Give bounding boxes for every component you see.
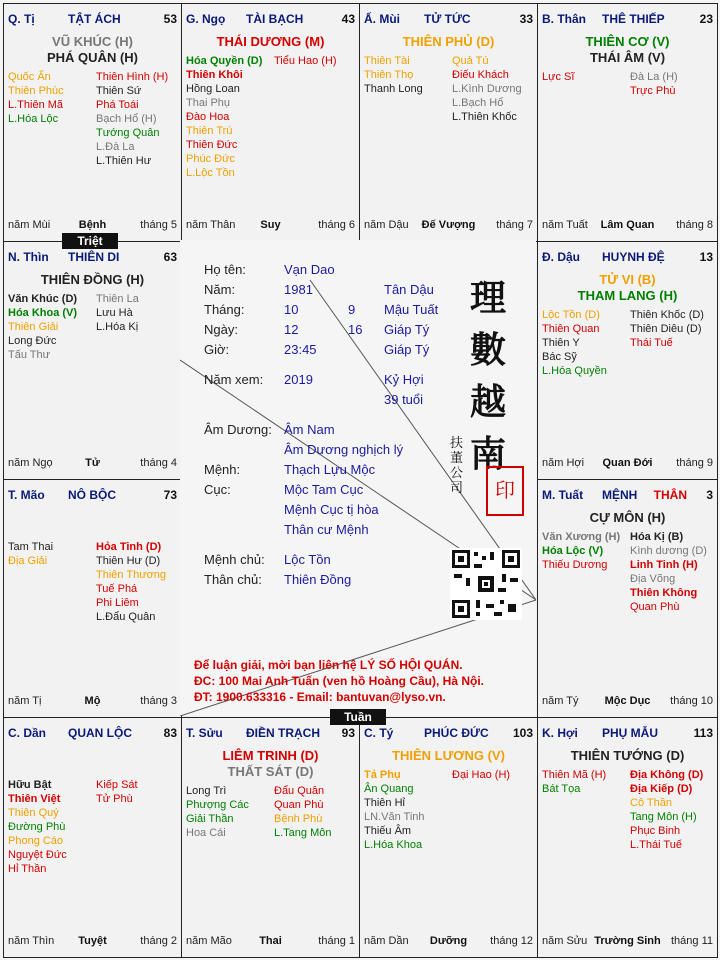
palace-age: 13 xyxy=(699,250,713,264)
star-item: Thiên Mã (H) xyxy=(542,769,607,781)
star-item: Phục Binh xyxy=(630,825,681,837)
footer-year: năm Dần xyxy=(364,935,409,947)
palace-branch: K. Hợi xyxy=(542,726,578,740)
star-item: Tử Phù xyxy=(96,793,133,805)
palace-header xyxy=(364,726,533,742)
palace-header xyxy=(542,488,713,504)
left-stars xyxy=(364,768,425,852)
calligraphy-char-2: 數 xyxy=(470,329,507,371)
right-stars xyxy=(96,778,138,806)
day-value: 12 xyxy=(284,322,299,337)
star-item: Thiên Sứ xyxy=(96,85,142,97)
footer-year: năm Thân xyxy=(186,219,236,231)
palace-footer xyxy=(8,457,177,471)
calligraphy-char-3: 越 xyxy=(470,381,507,423)
footer-year: năm Mão xyxy=(186,935,232,947)
palace-age: 113 xyxy=(693,726,713,740)
menh-label: Mệnh: xyxy=(204,462,241,477)
palace-age: 43 xyxy=(341,12,355,26)
palace-header xyxy=(364,12,533,28)
left-stars xyxy=(364,54,423,96)
palace-name: MỆNH xyxy=(602,488,638,502)
palace-header xyxy=(186,12,355,28)
palace-name: PHÚC ĐỨC xyxy=(424,726,489,740)
left-stars xyxy=(8,292,77,362)
hour-value: 23:45 xyxy=(284,342,317,357)
left-stars xyxy=(542,768,606,796)
star-item: Bát Tọa xyxy=(542,783,581,795)
palace-dau[interactable] xyxy=(537,241,718,480)
palace-hoi[interactable] xyxy=(537,717,718,958)
star-item: Thiên Tài xyxy=(364,55,410,67)
palace-name: THÊ THIẾP xyxy=(602,12,665,26)
star-item: Thiên Hỉ xyxy=(364,797,405,809)
palace-header xyxy=(186,726,355,742)
palace-branch: T. Mão xyxy=(8,488,45,502)
star-item: Ân Quang xyxy=(364,783,414,795)
footer-stage: Đế Vượng xyxy=(421,219,476,231)
star-item: Trực Phù xyxy=(630,85,676,97)
palace-thin[interactable] xyxy=(3,241,182,480)
palace-name: TỬ TỨC xyxy=(424,12,471,26)
name-value: Vạn Dao xyxy=(284,262,335,277)
star-item: L.Bạch Hổ xyxy=(452,97,504,109)
month-lunar: 9 xyxy=(348,302,356,317)
star-item: Điếu Khách xyxy=(452,69,509,81)
right-stars xyxy=(96,70,168,168)
amduong-note: Âm Dương nghịch lý xyxy=(284,442,404,457)
palace-header xyxy=(8,726,177,742)
star-item: Hóa Kị (B) xyxy=(630,531,684,543)
footer-stage: Quan Đới xyxy=(602,457,653,469)
footer-month: tháng 3 xyxy=(140,695,177,707)
star-item: Hỉ Thần xyxy=(8,863,47,875)
than-position: Thân cư Mệnh xyxy=(284,522,369,537)
palace-header xyxy=(8,12,177,28)
amduong-value: Âm Nam xyxy=(284,422,335,437)
star-item: Thanh Long xyxy=(364,83,423,95)
palace-name: NÔ BỘC xyxy=(68,488,116,502)
month-label: Tháng: xyxy=(204,302,245,317)
cuc-relation: Mệnh Cục tị hòa xyxy=(284,502,379,517)
day-lunar: 16 xyxy=(348,322,363,337)
left-stars xyxy=(542,308,607,378)
star-item: Hóa Quyền (D) xyxy=(186,55,263,67)
thanchu-value: Thiên Đồng xyxy=(284,572,352,587)
star-item: Thiếu Dương xyxy=(542,559,608,571)
right-stars xyxy=(630,308,704,350)
star-item: Văn Xương (H) xyxy=(542,531,621,543)
star-item: Thiên Việt xyxy=(8,793,61,805)
palace-footer xyxy=(8,935,177,949)
star-item: Tang Môn (H) xyxy=(630,811,697,823)
contact-line-1: Để luận giải, mời bạn liên hệ LÝ SỐ HỘI QUÁN. xyxy=(194,658,463,672)
palace-footer xyxy=(8,219,177,233)
palace-name: THIÊN DI xyxy=(68,250,120,264)
star-item: Địa Võng xyxy=(630,573,676,585)
star-item: Hữu Bật xyxy=(8,779,52,791)
star-item: Đẩu Quân xyxy=(274,785,325,797)
star-item: Phượng Các xyxy=(186,799,249,811)
year-label: Năm: xyxy=(204,282,236,297)
star-item: L.Kình Dương xyxy=(452,83,522,95)
star-item: L.Thái Tuế xyxy=(630,839,682,851)
star-item: Thiên La xyxy=(96,293,139,305)
palace-age: 103 xyxy=(512,726,533,740)
palace-branch: Đ. Dậu xyxy=(542,250,581,264)
star-item: Bạch Hổ (H) xyxy=(96,113,157,125)
star-item: Hỏa Tinh (D) xyxy=(96,541,162,553)
star-item: Long Đức xyxy=(8,335,57,347)
footer-stage: Thai xyxy=(259,935,282,947)
star-item: L.Hóa Khoa xyxy=(364,839,423,851)
footer-stage: Lâm Quan xyxy=(600,219,655,231)
main-star: THIÊN ĐỒNG (H) xyxy=(40,272,145,287)
palace-ngo[interactable] xyxy=(181,3,360,242)
footer-year: năm Tuất xyxy=(542,219,588,231)
star-item: Nguyệt Đức xyxy=(8,849,67,861)
view-year-can: Kỷ Hợi xyxy=(384,372,424,387)
footer-month: tháng 5 xyxy=(140,219,177,231)
palace-name: TÀI BẠCH xyxy=(246,12,304,26)
star-item: L.Lộc Tồn xyxy=(186,167,235,179)
view-year-label: Năm xem: xyxy=(204,372,264,387)
star-item: Long Trì xyxy=(186,785,227,797)
thanchu-label: Thân chủ: xyxy=(204,572,262,587)
palace-footer xyxy=(186,219,355,233)
star-item: Thiên Quý xyxy=(8,807,59,819)
star-item: Đào Hoa xyxy=(186,111,230,123)
palace-age: 23 xyxy=(699,12,713,26)
star-item: Tả Phụ xyxy=(364,769,401,781)
name-label: Họ tên: xyxy=(204,262,246,277)
palace-dan[interactable] xyxy=(3,717,182,958)
star-item: L.Thiên Hư xyxy=(96,155,152,167)
star-item: Thiên Khốc (D) xyxy=(630,309,704,321)
palace-footer xyxy=(542,457,713,471)
star-item: Địa Kiếp (D) xyxy=(630,783,693,795)
star-item: Thiên Khôi xyxy=(186,69,243,81)
year-can: Tân Dậu xyxy=(384,282,434,297)
palace-branch: C. Tý xyxy=(364,726,394,740)
star-item: Quả Tú xyxy=(452,55,489,67)
palace-header xyxy=(542,726,713,742)
star-item: Lưu Hà xyxy=(96,307,133,319)
left-stars xyxy=(8,778,67,876)
star-item: Quốc Ấn xyxy=(8,71,51,83)
footer-month: tháng 1 xyxy=(318,935,355,947)
footer-stage: Mộ xyxy=(84,695,101,707)
star-item: Tam Thai xyxy=(8,541,54,553)
palace-branch: Q. Tị xyxy=(8,12,35,26)
palace-branch: G. Ngọ xyxy=(186,12,226,26)
month-can: Mậu Tuất xyxy=(384,302,439,317)
main-star: THIÊN TƯỚNG (D) xyxy=(570,748,685,763)
star-item: Thiên Quan xyxy=(542,323,600,335)
palace-footer xyxy=(8,695,177,709)
center-info-panel xyxy=(180,240,536,716)
palace-suu[interactable] xyxy=(181,717,360,958)
footer-year: năm Hợi xyxy=(542,457,585,469)
palace-footer xyxy=(186,935,355,949)
right-stars xyxy=(274,784,331,840)
star-item: L.Hóa Kị xyxy=(96,321,139,333)
star-item: Hóa Khoa (V) xyxy=(8,307,78,319)
star-item: Quan Phù xyxy=(630,601,680,613)
footer-stage: Dưỡng xyxy=(429,935,468,947)
palace-name: ĐIỀN TRẠCH xyxy=(246,726,320,740)
star-item: Thai Phụ xyxy=(186,97,231,109)
star-item: Phúc Đức xyxy=(186,153,235,165)
hour-label: Giờ: xyxy=(204,342,230,357)
palace-header xyxy=(542,250,713,266)
palace-footer xyxy=(542,695,713,709)
footer-stage: Bệnh xyxy=(78,219,107,231)
left-stars xyxy=(8,70,64,126)
palace-header xyxy=(542,12,713,28)
left-stars xyxy=(542,70,574,84)
star-item: Địa Không (D) xyxy=(630,769,704,781)
star-item: L.Hóa Quyền xyxy=(542,365,607,377)
footer-month: tháng 2 xyxy=(140,935,177,947)
right-stars xyxy=(96,292,139,334)
star-item: Giải Thần xyxy=(186,813,234,825)
star-item: Tiểu Hao (H) xyxy=(274,55,337,67)
footer-year: năm Tý xyxy=(542,695,579,707)
star-item: L.Đẩu Quân xyxy=(96,611,156,623)
palace-branch: B. Thân xyxy=(542,12,586,26)
main-star: THÁI DƯƠNG (M) xyxy=(216,34,325,49)
star-item: L.Đà La xyxy=(96,141,135,153)
palace-age: 53 xyxy=(163,12,177,26)
footer-month: tháng 9 xyxy=(676,457,713,469)
star-item: L.Hóa Lộc xyxy=(8,113,59,125)
palace-branch: Ấ. Mùi xyxy=(364,12,400,26)
star-item: Thiên Diêu (D) xyxy=(630,323,702,335)
left-stars xyxy=(186,54,262,180)
calligraphy-char-4: 南 xyxy=(470,433,507,475)
star-item: LN.Văn Tinh xyxy=(364,811,425,823)
star-item: L.Thiên Khốc xyxy=(452,111,517,123)
main-star: VŨ KHÚC (H) xyxy=(52,34,133,49)
palace-name: TẬT ÁCH xyxy=(68,12,121,26)
menh-value: Thạch Lựu Mộc xyxy=(284,462,376,477)
star-item: Văn Khúc (D) xyxy=(8,293,78,305)
star-item: Thiếu Âm xyxy=(364,825,412,837)
footer-stage: Mộc Dục xyxy=(604,695,651,707)
right-stars xyxy=(274,54,337,68)
star-item: Thiên Y xyxy=(542,337,580,349)
star-item: Tấu Thư xyxy=(8,349,51,361)
star-item: Phong Cáo xyxy=(8,835,64,847)
star-item: Phi Liêm xyxy=(96,597,139,609)
star-item: Kình dương (D) xyxy=(630,545,707,557)
footer-year: năm Mùi xyxy=(8,219,51,231)
footer-stage: Tử xyxy=(85,457,100,469)
main-star: PHÁ QUÂN (H) xyxy=(47,50,138,65)
star-item: Đường Phù xyxy=(8,821,66,833)
left-stars xyxy=(186,784,249,840)
star-item: Bệnh Phù xyxy=(274,813,323,825)
star-item: Lộc Tồn (D) xyxy=(542,309,600,321)
palace-age: 63 xyxy=(163,250,177,264)
footer-year: năm Sửu xyxy=(542,935,588,947)
contact-line-2: ĐC: 100 Mai Anh Tuấn (ven hồ Hoàng Cầu), Hà Nội. xyxy=(194,674,485,688)
star-item: Thiên Thọ xyxy=(364,69,414,81)
footer-month: tháng 8 xyxy=(676,219,713,231)
palace-branch: N. Thìn xyxy=(8,250,49,264)
star-item: Kiếp Sát xyxy=(96,779,138,791)
age-value: 39 tuổi xyxy=(384,392,424,407)
palace-branch: C. Dần xyxy=(8,726,47,740)
star-item: Lực Sĩ xyxy=(542,71,575,83)
calligraphy-char-1: 理 xyxy=(470,277,507,319)
tuan-marker: Tuần xyxy=(330,709,386,725)
palace-ty[interactable] xyxy=(359,717,538,958)
triet-marker: Triệt xyxy=(62,233,118,249)
view-year-value: 2019 xyxy=(284,372,313,387)
palace-age: 3 xyxy=(706,488,713,502)
star-item: Thiên Hư (D) xyxy=(96,555,161,567)
star-item: Hóa Lộc (V) xyxy=(542,545,604,557)
star-item: Thiên Thương xyxy=(96,569,167,581)
star-item: Tướng Quân xyxy=(96,127,160,139)
palace-age: 73 xyxy=(163,488,177,502)
main-star: THAM LANG (H) xyxy=(577,288,678,303)
qr-code-icon[interactable] xyxy=(450,548,522,620)
footer-month: tháng 10 xyxy=(670,695,713,707)
star-item: Địa Giải xyxy=(8,555,48,567)
right-stars xyxy=(452,768,510,782)
footer-year: năm Tị xyxy=(8,695,42,707)
footer-stage: Suy xyxy=(260,219,281,231)
palace-footer xyxy=(364,219,533,233)
star-item: Thiên Phúc xyxy=(8,85,64,97)
footer-stage: Tuyệt xyxy=(78,935,107,947)
footer-month: tháng 7 xyxy=(496,219,533,231)
star-item: Bác Sỹ xyxy=(542,351,577,363)
red-seal-stamp: 印 xyxy=(486,466,524,516)
star-item: Thiên Giải xyxy=(8,321,59,333)
star-item: L.Tang Môn xyxy=(274,827,332,839)
palace-mui[interactable] xyxy=(359,3,538,242)
palace-age: 33 xyxy=(519,12,533,26)
palace-header xyxy=(8,488,177,504)
year-value: 1981 xyxy=(284,282,313,297)
star-item: Thiên Đức xyxy=(186,139,238,151)
contact-line-3: ĐT: 1900.633316 - Email: bantuvan@lyso.vn. xyxy=(194,690,446,704)
calligraphy-side-text: 扶董公司 xyxy=(450,436,464,496)
footer-month: tháng 12 xyxy=(490,935,533,947)
footer-year: năm Thìn xyxy=(8,935,55,947)
main-star: THIÊN LƯƠNG (V) xyxy=(392,748,505,763)
palace-footer xyxy=(364,935,533,949)
footer-month: tháng 11 xyxy=(670,935,713,947)
palace-than[interactable] xyxy=(537,3,718,242)
palace-branch: M. Tuất xyxy=(542,488,584,502)
star-item: Phá Toái xyxy=(96,99,139,111)
palace-name: HUYNH ĐỆ xyxy=(602,250,665,264)
right-stars xyxy=(630,530,707,614)
main-star: THẤT SÁT (D) xyxy=(227,764,314,779)
right-stars xyxy=(630,768,703,852)
palace-footer xyxy=(542,935,713,949)
star-item: Hồng Loan xyxy=(186,83,240,95)
palace-branch: T. Sửu xyxy=(186,726,223,740)
main-star: TỬ VI (B) xyxy=(599,272,656,287)
star-item: Cô Thần xyxy=(630,797,672,809)
palace-name: QUAN LỘC xyxy=(68,726,132,740)
right-stars xyxy=(630,70,678,98)
day-can: Giáp Tý xyxy=(384,322,430,337)
star-item: L.Thiên Mã xyxy=(8,99,64,111)
palace-name: PHỤ MẪU xyxy=(602,726,658,740)
palace-tuat[interactable] xyxy=(537,479,718,718)
main-star: THÁI ÂM (V) xyxy=(589,50,666,65)
star-item: Quan Phù xyxy=(274,799,324,811)
star-item: Đại Hao (H) xyxy=(452,769,511,781)
main-star: CỰ MÔN (H) xyxy=(589,510,666,525)
footer-month: tháng 6 xyxy=(318,219,355,231)
palace-age: 93 xyxy=(341,726,355,740)
star-item: Thiên Không xyxy=(630,587,698,599)
footer-stage: Trường Sinh xyxy=(594,935,661,947)
star-item: Thái Tuế xyxy=(630,337,673,349)
star-item: Linh Tinh (H) xyxy=(630,559,698,571)
palace-header xyxy=(8,250,177,266)
right-stars xyxy=(452,54,522,124)
month-value: 10 xyxy=(284,302,299,317)
menhchu-label: Mệnh chủ: xyxy=(204,552,265,567)
palace-extra-tag: THÂN xyxy=(653,488,687,502)
palace-mao[interactable] xyxy=(3,479,182,718)
star-item: Đà La (H) xyxy=(630,71,678,83)
star-item: Tuế Phá xyxy=(96,583,138,595)
footer-year: năm Ngọ xyxy=(8,457,53,469)
footer-year: năm Dậu xyxy=(364,219,409,231)
menhchu-value: Lộc Tồn xyxy=(284,552,331,567)
star-item: Hoa Cái xyxy=(186,827,226,839)
hour-can: Giáp Tý xyxy=(384,342,430,357)
cuc-value: Mộc Tam Cục xyxy=(284,482,364,497)
main-star: THIÊN PHỦ (D) xyxy=(402,34,495,49)
left-stars xyxy=(8,540,53,568)
footer-month: tháng 4 xyxy=(140,457,177,469)
palace-age: 83 xyxy=(163,726,177,740)
star-item: Thiên Hình (H) xyxy=(96,71,169,83)
day-label: Ngày: xyxy=(204,322,238,337)
palace-ti[interactable] xyxy=(3,3,182,242)
amduong-label: Âm Dương: xyxy=(204,422,272,437)
cuc-label: Cục: xyxy=(204,482,231,497)
main-star: THIÊN CƠ (V) xyxy=(585,34,670,49)
main-star: LIÊM TRINH (D) xyxy=(222,748,319,763)
palace-footer xyxy=(542,219,713,233)
left-stars xyxy=(542,530,620,572)
star-item: Thiên Trù xyxy=(186,125,233,137)
right-stars xyxy=(96,540,166,624)
